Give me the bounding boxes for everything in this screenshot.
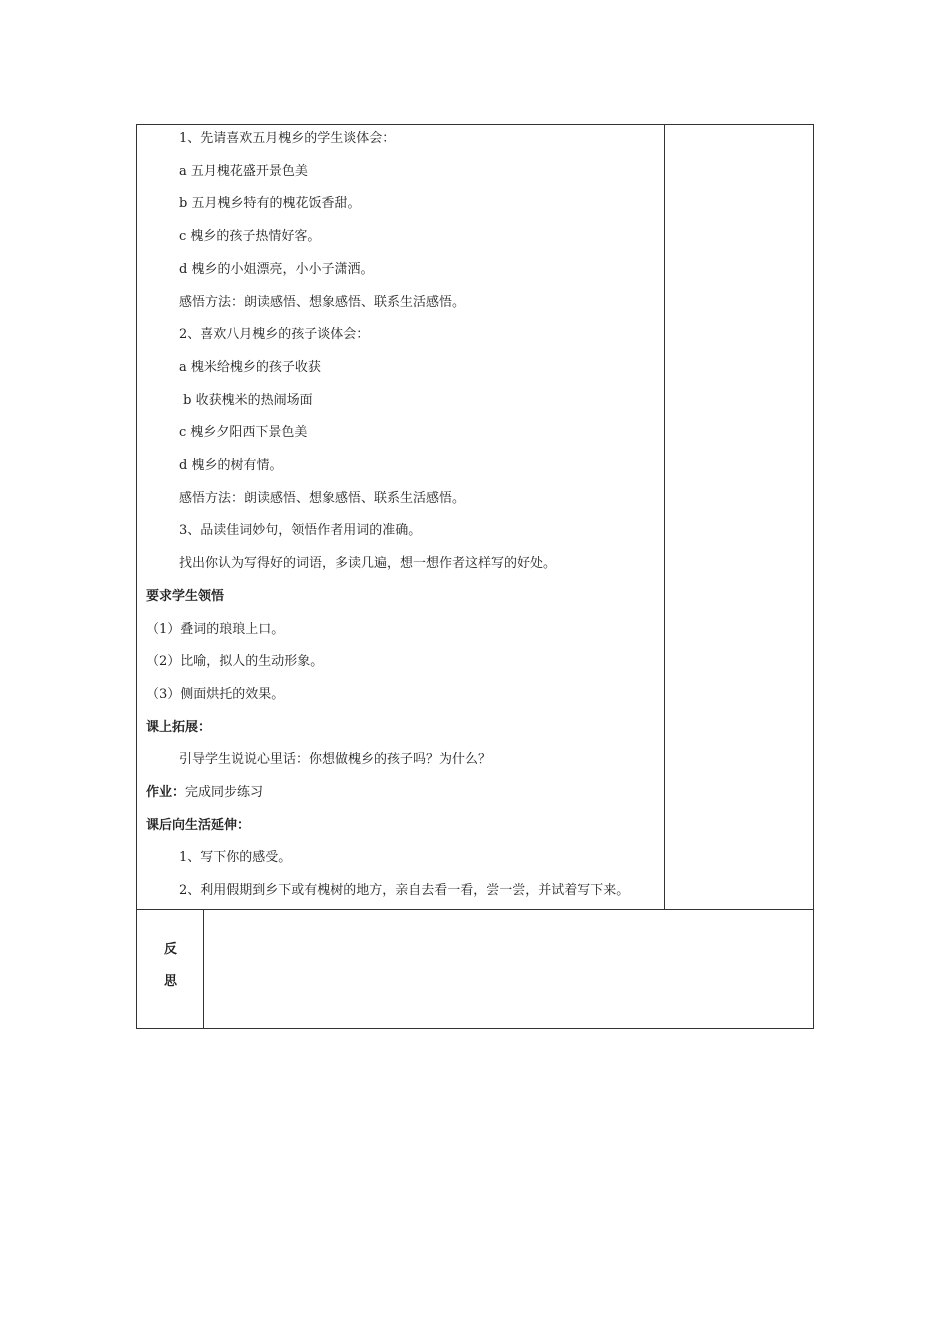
lesson-line-text: 感悟方法：朗读感悟、想象感悟、联系生活感悟。 — [179, 490, 466, 506]
lesson-line — [179, 490, 465, 508]
lesson-line — [179, 228, 320, 246]
reflection-label-char-1: 反 — [163, 942, 177, 957]
reflection-row — [137, 910, 813, 1028]
reflection-label-char-2: 思 — [163, 974, 177, 989]
reflection-content-cell — [204, 910, 813, 1028]
lesson-line-text: b 五月槐乡特有的槐花饭香甜。 — [179, 196, 361, 212]
lesson-line-text: 完成同步练习 — [185, 785, 264, 800]
lesson-line — [179, 457, 282, 475]
lesson-line-text: d 槐乡的小姐漂亮，小小子潇洒。 — [179, 261, 374, 277]
lesson-line-text: （1）叠词的琅琅上口。 — [146, 621, 285, 637]
lesson-line-text: （2）比喻，拟人的生动形象。 — [146, 654, 324, 670]
lesson-line — [179, 882, 629, 900]
lesson-line — [179, 392, 313, 410]
lesson-table — [136, 124, 814, 1029]
lesson-line-label: 要求学生领悟 — [146, 588, 225, 604]
lesson-line — [179, 130, 395, 148]
lesson-line — [179, 424, 307, 442]
lesson-line-text: 2、喜欢八月槐乡的孩子谈体会： — [179, 327, 370, 343]
lesson-line-text: b 收获槐米的热闹场面 — [179, 392, 313, 408]
lesson-content-cell — [137, 125, 665, 909]
lesson-line-text: 感悟方法：朗读感悟、想象感悟、联系生活感悟。 — [179, 294, 466, 310]
lesson-line — [146, 719, 211, 737]
lesson-line-text: a 槐米给槐乡的孩子收获 — [179, 359, 321, 375]
lesson-line — [179, 751, 491, 769]
lesson-line-label: 作业： — [146, 785, 186, 800]
lesson-line-text: 1、先请喜欢五月槐乡的学生谈体会： — [179, 131, 396, 146]
lesson-line-text: d 槐乡的树有情。 — [179, 458, 283, 473]
lesson-line-text: （3）侧面烘托的效果。 — [146, 686, 285, 702]
lesson-line — [146, 686, 284, 704]
lesson-line — [179, 522, 421, 540]
lesson-line — [179, 294, 465, 312]
lesson-line — [146, 784, 263, 802]
lesson-line-label: 课后向生活延伸： — [146, 817, 251, 833]
lesson-line-label: 课上拓展： — [146, 719, 212, 735]
lesson-line — [179, 849, 291, 867]
lesson-line-text: 引导学生说说心里话：你想做槐乡的孩子吗？为什么？ — [179, 752, 492, 768]
lesson-line — [179, 555, 556, 573]
lesson-line — [179, 359, 321, 377]
lesson-line — [146, 653, 323, 671]
lesson-line-text: a 五月槐花盛开景色美 — [179, 163, 308, 179]
lesson-content-row — [137, 125, 813, 910]
lesson-line — [179, 195, 360, 213]
lesson-line-text: 1、写下你的感受。 — [179, 850, 292, 866]
lesson-line — [179, 326, 369, 344]
lesson-line-text: 2、利用假期到乡下或有槐树的地方，亲自去看一看，尝一尝，并试着写下来。 — [179, 883, 630, 899]
lesson-line — [179, 261, 373, 279]
reflection-label-cell — [137, 910, 204, 1028]
lesson-line — [179, 163, 308, 181]
lesson-line-text: 3、品读佳词妙句，领悟作者用词的准确。 — [179, 523, 422, 539]
lesson-line — [146, 817, 250, 835]
lesson-line — [146, 588, 224, 606]
lesson-line-text: c 槐乡夕阳西下景色美 — [179, 425, 308, 441]
lesson-line — [146, 621, 284, 639]
lesson-line-text: 找出你认为写得好的词语，多读几遍，想一想作者这样写的好处。 — [179, 556, 557, 572]
notes-cell — [665, 125, 813, 909]
lesson-line-text: c 槐乡的孩子热情好客。 — [179, 229, 321, 245]
